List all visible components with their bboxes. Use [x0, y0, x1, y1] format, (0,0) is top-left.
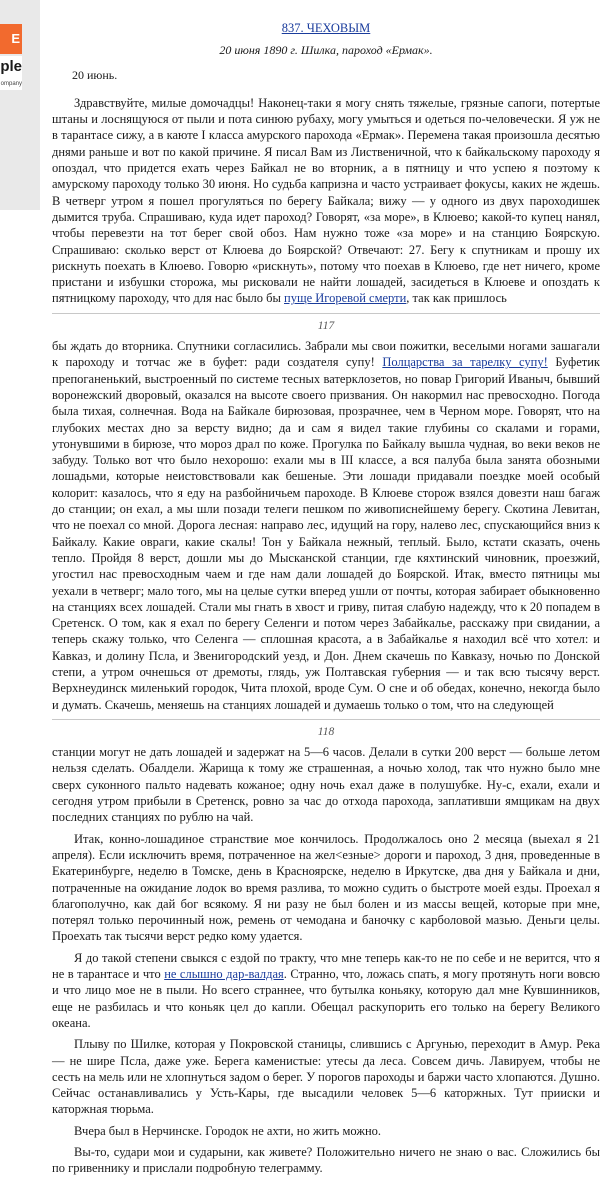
paragraph-1-text-a: Здравствуйте, милые домочадцы! Наконец-таки я могу снять тяжелые, грязные сапоги, потертые штаны и лоснящуюся от пыли и пота синюю рубаху, могу умыться и одеться по-человечески. Я уж не в тарантасе сижу, а в каюте I класса амурского парохода «Ермак». Перемена такая произошла десятью днями раньше и вот по какой причине. Я писал Вам из Лиственичной, что к байкальскому пароходу я опоздал, что придется ехать через Байкал не во вторник, а в пятницу и что успею я поэтому к амурскому пароходу только 30 июня. Но судьба капризна и часто устраивает фокусы, каких не ждешь. В четверг утром я пошел прогуляться по берегу Байкала; вижу — у одного из двух пароходишек дымится труба. Спрашиваю, куда идет пароход? Говорят, «за море», в Клюево; какой-то купец нанял, чтобы перевезти на тот берег свой обоз. Нам нужно тоже «за море» и на станцию Боярскую. Спрашиваю: сколько верст от Клюева до Боярской? Отвечают: 27. Бегу к спутникам и прошу их рискнуть поехать в Клюево. Говорю «рискнуть», потому что поехав в Клюево, где нет ничего, кроме пристани и избушки сторожа, мы рисковали не найти лошадей, засидеться в Клюеве и опоздать к пятницкому пароходу, что для нас было бы: [52, 95, 600, 306]
page-number-118: 118: [317, 725, 335, 738]
paragraph-5-text-a: Я до такой степени свыкся с ездой по тракту, что мне теперь как-то не по себе и не верится, что я не в тарантасе и что: [52, 950, 600, 982]
paragraph-8: Вы-то, судари мои и сударыни, как живете? Положительно ничего не знаю о вас. Сложились бы по гривеннику и прислали подробную телеграмму.: [52, 1145, 600, 1176]
paragraph-1: [52, 95, 600, 307]
letter-dateline: 20 июнь.: [72, 67, 118, 82]
page-divider-117: [52, 313, 600, 314]
letter-document: [52, 0, 600, 1176]
paragraph-4: Итак, конно-лошадиное странствие мое кончилось. Продолжалось оно 2 месяца (выехал я 21 апреля). Если исключить время, потраченное на жел<езные> дороги и пароход, 3 дня, проведенные в Екатеринбурге, неделю в Томске, день в Красноярске, неделю в Иркутске, два дня у Байкала и дни, потраченные на ожидание лодок во время разлива, то можно судить о быстроте моей езды. Проехал я благополучно, как дай бог всякому. Я ни разу не был болен и из массы вещей, которые при мне, потерял только перочинный нож, ремень от чемодана и баночку с карболовой мазью. Деньги целы. Проехать так тысячи верст редко кому удается.: [52, 831, 600, 944]
paragraph-2: [52, 338, 600, 713]
page-divider-118: [52, 719, 600, 720]
paragraph-3: станции могут не дать лошадей и задержат на 5—6 часов. Делали в сутки 200 верст — больше летом нельзя сделать. Обалдели. Жарища к тому же страшенная, а ночью холод, так что нужно было мне сверх суконного пальто надевать кожаное; одну ночь ехал даже в полушубке. Ну-с, ехали, ехали и сегодня утром прибыли в Сретенск, ровно за час до отхода парохода, заплативши ямщикам на двух последних станциях по рублю на чай.: [52, 745, 600, 825]
paragraph-5: [52, 950, 600, 1031]
letter-subtitle: 20 июня 1890 г. Шилка, пароход «Ермак».: [219, 43, 433, 58]
ad-logo-word: ple: [0, 56, 22, 78]
ad-logo-subtitle: ompany: [0, 78, 22, 90]
letter-title-link[interactable]: 837. ЧЕХОВЫМ: [281, 21, 371, 35]
footnote-link-igor[interactable]: пуще Игоревой смерти: [284, 291, 407, 306]
paragraph-5-text-b: . Странно, что, ложась спать, я могу протянуть ноги вовсю и что лицо мое не в пыли. Но всего страннее, что бутылка коньяку, которую дал мне Кувшинников, еще не разбилась и что коньяк цел до капли. Обещал раскупорить его только на берегу Великого океана.: [52, 967, 600, 1030]
page-number-117: 117: [317, 319, 335, 332]
side-ad-widget[interactable]: [0, 0, 40, 210]
footnote-link-valdai[interactable]: не слышно дар-валдая: [164, 967, 284, 982]
ad-logo-badge: E: [0, 24, 22, 54]
letter-title: [52, 20, 600, 36]
paragraph-1-text-b: , так как пришлось: [406, 291, 507, 306]
paragraph-2-text-a: бы ждать до вторника. Спутники согласились. Забрали мы свои пожитки, веселыми ногами зашагали к пароходу и тотчас же в буфет: ради создателя супу!: [52, 339, 600, 370]
paragraph-2-text-b: Буфетик препоганенький, выстроенный по системе тесных ватерклозетов, но повар Григорий Иваныч, бывший воронежский дворовый, оказался на высоте своего призвания. Он накормил нас превосходно. Погода была тихая, солнечная. Вода на Байкале бирюзовая, прозрачнее, чем в Черном море. Говорят, что на глубоких местах дно за версту видно; да и сам я видел такие глубины со скалами и горами, утонувшими в бирюзе, что мороз драл по коже. Прогулка по Байкалу вышла чудная, во веки веков не забуду. Только вот что было нехорошо: ехали мы в III классе, а вся палуба была занята обозными лошадьми, которые неистовствовали как бешеные. Эти лошади придавали поездке моей особый колорит: казалось, что я еду на разбойничьем пароходе. В Клюеве сторож взялся довезти наш багаж до станции; он ехал, а мы шли позади телеги пешком по живописнейшему берегу. Скотина Левитан, что не поехал со мной. Дорога лесная: направо лес, идущий на гору, налево лес, спускающийся вниз к Байкалу. Какие овраги, какие скалы! Тон у Байкала нежный, теплый. Было, кстати сказать, очень тепло. Пройдя 8 верст, дошли мы до Мысканской станции, где кяхтинский чиновник, проезжий, угостил нас превосходным чаем и где нам дали лошадей до Боярской. Итак, вместо пятницы мы уехали в четверг; мало того, мы на целые сутки вперед ушли от почты, которая забирает обыкновенно на станциях всех лошадей. Стали мы гнать в хвост и гриву, питая слабую надежду, что к 20 попадем в Сретенск. О том, как я ехал по берегу Селенги и потом через Забайкалье, расскажу при свидании, а теперь скажу только, что Селенга — сплошная красота, а в Забайкалье я находил всё что хотел: и Кавказ, и долину Псла, и Звенигородский уезд, и Дон. Днем скачешь по Кавказу, ночью по Донской степи, а утром очнешься от дремоты, глядь, уж Полтавская губерния — и так всю тысячу верст. Верхнеудинск миленький городок, Чита плохой, вроде Сум. О сне и об обедах, конечно, некогда было и думать. Скачешь, меняешь на станциях лошадей и думаешь только о том, что на следующей: [52, 355, 600, 712]
footnote-link-soup[interactable]: Полцарства за тарелку супу!: [382, 355, 548, 370]
paragraph-7: Вчера был в Нерчинске. Городок не ахти, но жить можно.: [74, 1123, 382, 1138]
paragraph-6: Плыву по Шилке, которая у Покровской станицы, слившись с Аргунью, переходит в Амур. Река — не шире Псла, даже уже. Берега каменистые: утесы да леса. Совсем дичь. Лавируем, чтобы не сесть на мель или не хлопнуться задом о берег. У порогов пароходы и баржи часто хлопаются. Душно. Сейчас останавливались у Усть-Кары, где высадили человек 5—6 каторжных. Тут прииски и каторжная тюрьма.: [52, 1037, 600, 1117]
